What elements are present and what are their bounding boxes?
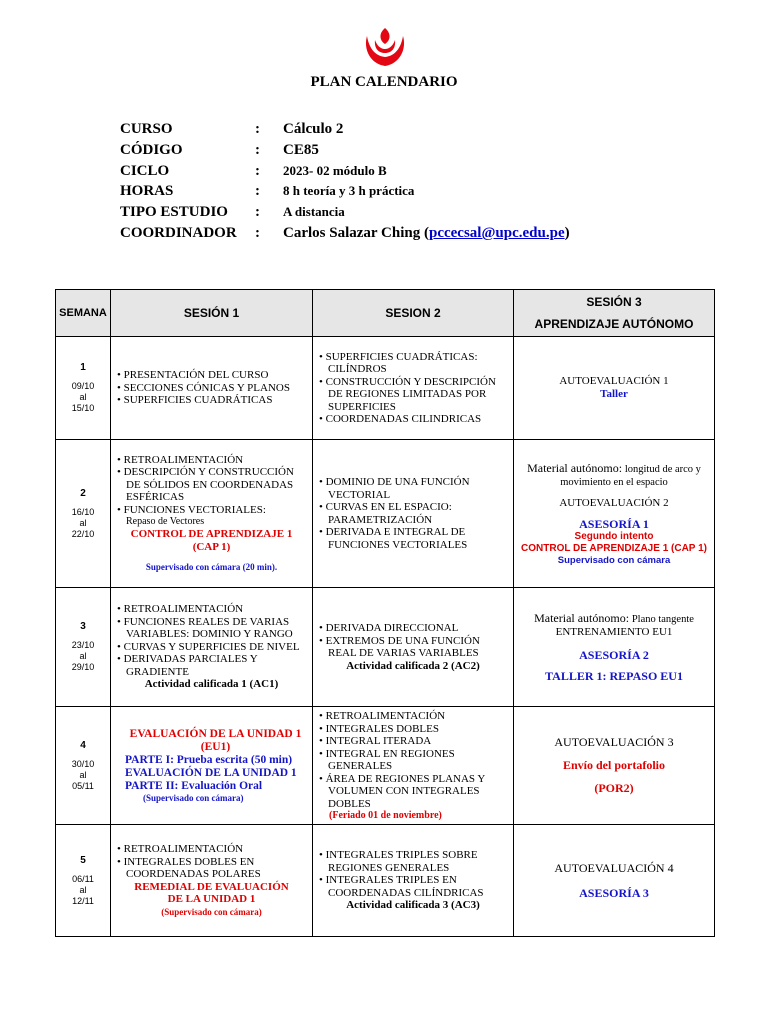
session-2-cell — [313, 707, 514, 825]
info-colon: : — [255, 141, 260, 158]
session-2-cell — [313, 440, 514, 588]
session-3-material — [514, 612, 714, 626]
week-al: al — [79, 392, 87, 402]
activity-label: Actividad calificada 3 (AC3) — [346, 899, 480, 912]
info-label: CURSO — [120, 121, 173, 137]
header-sesion-3-subtitle: APRENDIZAJE AUTÓNOMO — [534, 317, 694, 331]
week-al: al — [79, 517, 87, 528]
exam-label: REMEDIAL DE EVALUACIÓN DE LA UNIDAD 1 — [134, 880, 289, 905]
list-item: • DERIVADA E INTEGRAL DE FUNCIONES VECTORIALES — [319, 526, 509, 551]
session-3-text: AUTOEVALUACIÓN 2 — [559, 496, 669, 509]
session-3-highlight: ASESORÍA 3 — [579, 885, 649, 900]
list-item: • DOMINIO DE UNA FUNCIÓN VECTORIAL — [319, 476, 509, 501]
exam-part-2: PARTE II: Evaluación Oral — [125, 780, 263, 792]
info-value: Cálculo 2 — [283, 121, 344, 137]
week-from: 30/10 — [71, 758, 95, 769]
week-to: 29/10 — [71, 662, 95, 672]
week-to: 22/10 — [71, 528, 95, 539]
week-cell — [56, 825, 111, 937]
info-colon: : — [255, 121, 260, 137]
week-number: 5 — [80, 854, 86, 866]
material-topic: longitud de arco y movimiento en el espacio — [560, 463, 701, 488]
header-sesion-1: SESIÓN 1 — [111, 290, 313, 337]
list-item: • DESCRIPCIÓN Y CONSTRUCCIÓN DE SÓLIDOS EN COORDENADAS ESFÉRICAS — [117, 466, 308, 504]
info-colon: : — [255, 224, 260, 241]
list-item: • INTEGRALES TRIPLES EN COORDENADAS CILÍNDRICAS — [319, 874, 509, 899]
list-item: • INTEGRAL EN REGIONES GENERALES — [319, 748, 509, 773]
week-cell — [56, 588, 111, 707]
info-colon: : — [255, 204, 260, 221]
week-to: 05/11 — [72, 780, 94, 791]
info-label: HORAS — [120, 183, 174, 200]
page-title: PLAN CALENDARIO — [310, 74, 458, 90]
session-3-text: AUTOEVALUACIÓN 3 — [554, 735, 674, 749]
exam-title: EVALUACIÓN DE LA UNIDAD 1 — [125, 767, 297, 779]
session-1-cell — [111, 440, 313, 588]
supervision-note: Supervisado con cámara — [557, 554, 671, 566]
supervision-note: Supervisado con cámara (20 min). — [145, 562, 278, 572]
calendar-table — [55, 289, 715, 937]
list-item: • CURVAS Y SUPERFICIES DE NIVEL — [117, 641, 308, 654]
session-2-cell — [313, 588, 514, 707]
session-3-highlight: Envío del portafolio — [562, 758, 665, 772]
exam-label: CONTROL DE APRENDIZAJE 1 (CAP 1) — [130, 528, 293, 553]
header-sesion-3-title: SESIÓN 3 — [586, 295, 642, 309]
week-from: 16/10 — [71, 506, 95, 517]
supervision-note: (Supervisado con cámara) — [143, 793, 244, 803]
list-item: • ÁREA DE REGIONES PLANAS Y VOLUMEN CON INTEGRALES DOBLES — [319, 773, 509, 811]
list-item: • RETROALIMENTACIÓN — [117, 603, 308, 616]
info-value: 2023- 02 módulo B — [283, 162, 387, 178]
week-al: al — [79, 769, 87, 780]
session-3-cell — [514, 588, 715, 707]
session-1-cell — [111, 588, 313, 707]
week-number: 3 — [80, 621, 86, 632]
session-3-highlight: Taller — [600, 388, 628, 400]
week-number: 2 — [80, 487, 86, 499]
week-number: 4 — [80, 739, 86, 751]
coordinator-name: Carlos Salazar Ching — [283, 224, 421, 241]
list-item: • SUPERFICIES CUADRÁTICAS: CILÍNDROS — [319, 351, 509, 376]
info-value: A distancia — [283, 204, 345, 220]
week-to: 15/10 — [71, 403, 95, 413]
list-item: • SUPERFICIES CUADRÁTICAS — [117, 394, 308, 407]
session-3-text: AUTOEVALUACIÓN 1 — [559, 375, 669, 387]
week-al: al — [79, 884, 87, 895]
list-item: • INTEGRALES TRIPLES SOBRE REGIONES GENERALES — [319, 849, 509, 874]
coordinator-email-link[interactable]: pccecsal@upc.edu.pe — [428, 224, 565, 241]
session-3-text: AUTOEVALUACIÓN 4 — [554, 860, 674, 875]
table-row — [56, 825, 715, 937]
list-item: • INTEGRALES DOBLES EN COORDENADAS POLARES — [117, 856, 308, 881]
list-item: • CONSTRUCCIÓN Y DESCRIPCIÓN DE REGIONES LIMITADAS POR SUPERFICIES — [319, 376, 509, 414]
session-2-cell — [313, 337, 514, 440]
info-label: TIPO ESTUDIO — [120, 204, 228, 221]
week-to: 12/11 — [72, 895, 94, 906]
list-item: • INTEGRALES DOBLES — [319, 723, 509, 736]
activity-label: Actividad calificada 2 (AC2) — [346, 659, 480, 672]
session-3-cell — [514, 337, 715, 440]
material-topic: Plano tangente — [631, 613, 694, 625]
session-3-highlight: ASESORÍA 1 — [579, 516, 649, 531]
material-label: Material autónomo: — [527, 460, 623, 475]
table-header-row — [56, 290, 715, 337]
info-label: CÓDIGO — [120, 141, 183, 158]
table-row — [56, 337, 715, 440]
week-cell — [56, 337, 111, 440]
week-cell — [56, 440, 111, 588]
session-3-text: ENTRENAMIENTO EU1 — [555, 625, 673, 638]
activity-label: Actividad calificada 1 (AC1) — [144, 678, 279, 691]
supervision-note: (Supervisado con cámara) — [161, 906, 262, 917]
list-item: • DERIVADA DIRECCIONAL — [319, 622, 509, 635]
info-label: CICLO — [120, 162, 170, 179]
week-al: al — [79, 651, 87, 661]
info-colon: : — [255, 162, 260, 179]
week-number: 1 — [80, 362, 86, 373]
table-row — [56, 588, 715, 707]
info-label: COORDINADOR — [120, 224, 237, 241]
material-label: Material autónomo: — [534, 610, 630, 625]
session-3-material — [514, 462, 714, 489]
list-item: • RETROALIMENTACIÓN — [117, 454, 308, 467]
list-item: • SECCIONES CÓNICAS Y PLANOS — [117, 382, 308, 395]
list-item: • CURVAS EN EL ESPACIO: PARAMETRIZACIÓN — [319, 501, 509, 526]
session-3-highlight: ASESORÍA 2 — [579, 647, 649, 662]
list-item: • RETROALIMENTACIÓN — [117, 843, 308, 856]
session-2-cell — [313, 825, 514, 937]
list-item: • DERIVADAS PARCIALES Y GRADIENTE — [117, 653, 308, 678]
week-from: 06/11 — [72, 873, 94, 884]
exam-part-1: PARTE I: Prueba escrita (50 min) — [125, 754, 293, 766]
session-3-note: Segundo intento — [574, 530, 654, 542]
session-1-cell — [111, 707, 313, 825]
table-row — [56, 440, 715, 588]
header-semana: SEMANA — [56, 290, 111, 337]
header-sesion-3 — [514, 290, 715, 337]
list-item: • PRESENTACIÓN DEL CURSO — [117, 369, 308, 382]
session-3-cell — [514, 440, 715, 588]
info-value: Carlos Salazar Ching (pccecsal@upc.edu.pe) — [283, 224, 570, 241]
exam-label: CONTROL DE APRENDIZAJE 1 (CAP 1) — [521, 542, 707, 554]
exam-label: EVALUACIÓN DE LA UNIDAD 1 (EU1) — [129, 728, 302, 753]
session-1-cell — [111, 825, 313, 937]
session-1-cell — [111, 337, 313, 440]
upc-flame-logo-icon — [361, 24, 409, 68]
holiday-note: (Feriado 01 de noviembre) — [329, 810, 442, 821]
week-from: 23/10 — [71, 640, 95, 650]
session-3-cell — [514, 707, 715, 825]
list-item: • EXTREMOS DE UNA FUNCIÓN REAL DE VARIAS VARIABLES — [319, 635, 509, 660]
session-3-highlight: TALLER 1: REPASO EU1 — [545, 668, 683, 683]
info-colon: : — [255, 183, 260, 200]
list-item: • FUNCIONES REALES DE VARIAS VARIABLES: DOMINIO Y RANGO — [117, 616, 308, 641]
session-3-highlight: (POR2) — [594, 781, 634, 795]
info-value: 8 h teoría y 3 h práctica — [283, 183, 415, 199]
week-from: 09/10 — [71, 381, 95, 391]
header-sesion-2: SESION 2 — [313, 290, 514, 337]
list-item: • COORDENADAS CILINDRICAS — [319, 413, 509, 426]
list-item: • RETROALIMENTACIÓN — [319, 710, 509, 723]
list-item: • INTEGRAL ITERADA — [319, 735, 509, 748]
session-note: Repaso de Vectores — [126, 516, 205, 527]
table-row — [56, 707, 715, 825]
info-value: CE85 — [283, 141, 319, 158]
list-item: • FUNCIONES VECTORIALES: — [117, 504, 308, 517]
week-cell — [56, 707, 111, 825]
session-3-cell — [514, 825, 715, 937]
